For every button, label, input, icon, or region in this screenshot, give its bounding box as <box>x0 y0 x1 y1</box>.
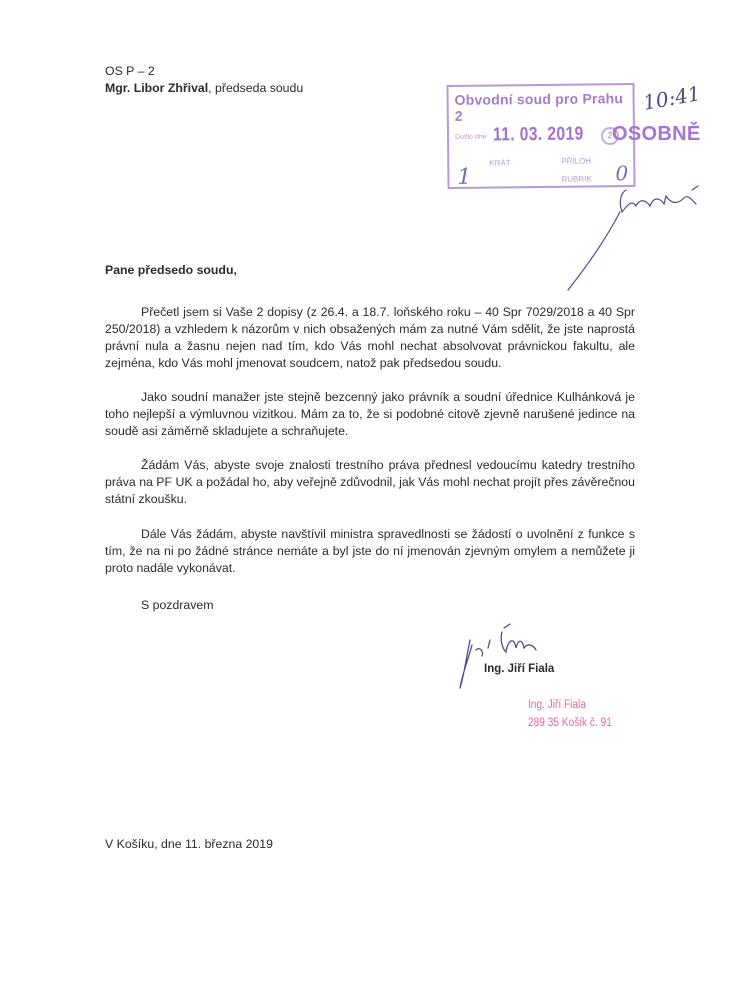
sender-stamp <box>528 696 612 732</box>
annotation-scribble <box>620 186 698 212</box>
sender-stamp-address: 289 35 Košík č. 91 <box>528 717 612 729</box>
handwritten-reference: 10:41 <box>641 81 703 115</box>
salutation: Pane předsedo soudu, <box>105 263 237 277</box>
paragraph-1 <box>105 304 635 372</box>
paragraph-2-text: Jako soudní manažer jste stejně bezcenný jako právník a soudní úřednice Kulhánková je toho nejlepší a výmluvnou vizitkou. Mám za to, že si podobné citově zjevně narušené jedince na soudě asi záměrně skladujete a schraňujete. <box>105 390 635 438</box>
recipient-name: Mgr. Libor Zhřival <box>105 81 209 95</box>
personal-stamp: OSOBNĚ <box>612 123 701 145</box>
stamp-rubrik-label: RUBRIK <box>561 174 592 184</box>
paragraph-1-text: Přečetl jsem si Vaše 2 dopisy (z 26.4. a 18.7. loňského roku – 40 Spr 7029/2018 a 40 Spr 250/2018) a vzhledem k názorům v nich obsažených mám za nutné Vám sdělit, že jste naprostá právní nula a žasnu nejen nad tím, kdo Vás mohl nechat absolvovat právnickou fakultu, ale zejména, kdo Vás mohl jmenovat soudcem, natož pak předsedou soudu. <box>105 305 635 370</box>
stamp-priloh-label: PŘÍLOH <box>561 156 592 166</box>
closing: S pozdravem <box>141 598 214 612</box>
paragraph-4 <box>105 526 635 577</box>
sender-stamp-name: Ing. Jiří Fiala <box>528 699 586 711</box>
typed-signature-name: Ing. Jiří Fiala <box>484 663 555 675</box>
circled-number-mark: 2 <box>601 127 619 145</box>
recipient-title: , předseda soudu <box>208 81 304 95</box>
stamp-received-date: 11. 03. 2019 <box>492 123 584 146</box>
stamp-court-name: Obvodní soud pro Prahu 2 <box>454 90 624 124</box>
stamp-krat-label: KRÁT <box>489 158 511 168</box>
paragraph-3 <box>105 457 635 508</box>
signature-scribble <box>460 624 536 688</box>
paragraph-2 <box>105 389 635 440</box>
handwritten-annotation <box>568 186 698 290</box>
stamp-priloh-value: 0 <box>615 161 629 186</box>
stamp-received-label: Došlo dne <box>454 133 487 141</box>
annotation-line <box>568 212 620 290</box>
place-and-date: V Košíku, dne 11. března 2019 <box>105 837 273 851</box>
recipient-dept: OS P – 2 <box>105 64 155 78</box>
paragraph-4-text: Dále Vás žádám, abyste navštívil ministra spravedlnosti se žádostí o uvolnění z funkce s tím, že na ni po žádné stránce nemáte a byl jste do ní jmenován zjevným omylem a nemůžete ji proto nadále vykonávat. <box>105 527 635 575</box>
paragraph-3-text: Žádám Vás, abyste svoje znalosti trestního práva přednesl vedoucímu katedry trestního práva na PF UK a požádal ho, aby veřejně zdůvodnil, jak Vás mohl nechat projít přes závěrečnou státní zkoušku. <box>105 458 635 506</box>
stamp-krat-value: 1 <box>457 164 472 190</box>
